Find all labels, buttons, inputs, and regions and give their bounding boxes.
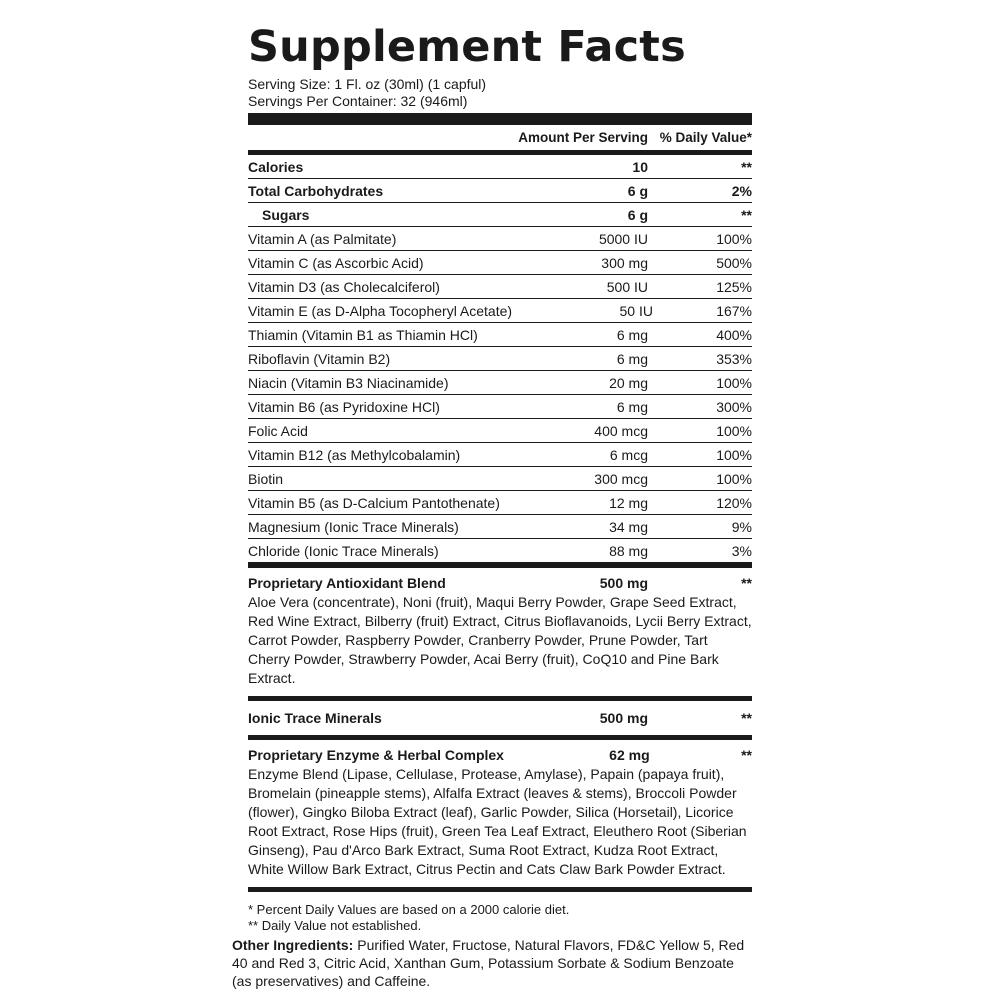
nutrient-dv: 400% bbox=[716, 326, 752, 343]
nutrient-amount: 6 g bbox=[627, 182, 648, 199]
nutrient-dv: 2% bbox=[731, 182, 752, 199]
nutrient-name: Folic Acid bbox=[248, 422, 308, 439]
nutrient-row bbox=[248, 443, 752, 467]
nutrient-amount: 10 bbox=[632, 158, 648, 175]
nutrient-amount: 300 mcg bbox=[594, 470, 648, 487]
nutrient-row bbox=[248, 395, 752, 419]
nutrient-amount: 5000 IU bbox=[598, 230, 648, 247]
other-ingredients-text: Purified Water, Fructose, Natural Flavors, FD&C Yellow 5, Red 40 and Red 3, Citric Acid, Xanthan Gum, Potassium Sorbate & Sodium Benzoate (as preservatives) and Caffeine. bbox=[232, 937, 745, 989]
nutrient-dv: 167% bbox=[716, 302, 752, 319]
nutrient-row bbox=[248, 491, 752, 515]
footnote-percent-dv: * Percent Daily Values are based on a 2000 calorie diet. bbox=[248, 902, 570, 917]
nutrient-amount: 6 mg bbox=[616, 326, 648, 343]
nutrient-amount: 6 g bbox=[627, 206, 648, 223]
nutrient-name: Riboflavin (Vitamin B2) bbox=[248, 350, 391, 367]
nutrient-amount: 50 IU bbox=[619, 302, 653, 319]
nutrient-name: Vitamin E (as D-Alpha Tocopheryl Acetate) bbox=[248, 302, 513, 319]
nutrient-row bbox=[248, 179, 752, 203]
ionic-trace-minerals bbox=[248, 701, 752, 735]
blend-ingredients: Aloe Vera (concentrate), Noni (fruit), Maqui Berry Powder, Grape Seed Extract, Red Wine Extract, Bilberry (fruit) Extract, Citrus Bioflavanoids, Lycii Berry Extract, Carrot Powder, Raspberry Powder, Cranberry Powder, Prune Powder, Tart Cherry Powder, Strawberry Powder, Acai Berry (fruit), CoQ10 and Pine Bark Extract. bbox=[248, 594, 752, 686]
nutrient-dv: 125% bbox=[716, 278, 752, 295]
nutrient-row bbox=[248, 539, 752, 563]
nutrient-name: Vitamin B5 (as D-Calcium Pantothenate) bbox=[248, 494, 500, 511]
ionic-dv: ** bbox=[741, 710, 752, 726]
footnotes bbox=[248, 892, 752, 934]
nutrient-name: Chloride (Ionic Trace Minerals) bbox=[248, 542, 439, 559]
nutrient-row bbox=[248, 227, 752, 251]
nutrient-dv: ** bbox=[741, 158, 752, 175]
complex-ingredients: Enzyme Blend (Lipase, Cellulase, Protease, Amylase), Papain (papaya fruit), Bromelain (pineapple stems), Alfalfa Extract (leaves & stems), Broccoli Powder (flower), Gingko Biloba Extract (leaf), Garlic Powder, Silica (Horsetail), Licorice Root Extract, Rose Hips (fruit), Green Tea Leaf Extract, Eleuthero Root (Siberian Ginseng), Pau d'Arco Bark Extract, Suma Root Extract, Kudza Root Extract, White Willow Bark Extract, Citrus Pectin and Cats Claw Bark Powder Extract. bbox=[248, 766, 747, 877]
nutrient-dv: 3% bbox=[731, 542, 752, 559]
blend-amount: 500 mg bbox=[599, 575, 648, 591]
nutrient-amount: 20 mg bbox=[609, 374, 648, 391]
nutrient-name: Thiamin (Vitamin B1 as Thiamin HCl) bbox=[248, 326, 478, 343]
nutrient-dv: 300% bbox=[716, 398, 752, 415]
nutrient-row bbox=[248, 419, 752, 443]
blend-name: Proprietary Antioxidant Blend bbox=[248, 575, 446, 591]
nutrient-name: Vitamin B12 (as Methylcobalamin) bbox=[248, 446, 461, 463]
nutrient-row bbox=[248, 203, 752, 227]
nutrient-name: Vitamin B6 (as Pyridoxine HCl) bbox=[248, 398, 440, 415]
panel-title: Supplement Facts bbox=[248, 22, 686, 72]
ionic-name: Ionic Trace Minerals bbox=[248, 710, 382, 726]
nutrient-dv: 500% bbox=[716, 254, 752, 271]
nutrient-amount: 400 mcg bbox=[594, 422, 648, 439]
antioxidant-blend bbox=[248, 568, 752, 696]
nutrient-dv: 100% bbox=[716, 446, 752, 463]
nutrient-dv: 353% bbox=[716, 350, 752, 367]
nutrient-name: Sugars bbox=[262, 206, 310, 223]
nutrient-row bbox=[248, 251, 752, 275]
nutrient-name: Total Carbohydrates bbox=[248, 182, 384, 199]
nutrient-name: Vitamin A (as Palmitate) bbox=[248, 230, 397, 247]
nutrient-amount: 6 mcg bbox=[609, 446, 648, 463]
ionic-amount: 500 mg bbox=[599, 710, 648, 726]
nutrient-amount: 88 mg bbox=[609, 542, 648, 559]
nutrient-dv: ** bbox=[741, 206, 752, 223]
blend-dv: ** bbox=[741, 575, 752, 591]
nutrient-amount: 12 mg bbox=[609, 494, 648, 511]
nutrient-row bbox=[248, 323, 752, 347]
nutrient-dv: 100% bbox=[716, 230, 752, 247]
nutrient-dv: 100% bbox=[716, 422, 752, 439]
footnote-dv-not-established: ** Daily Value not established. bbox=[248, 918, 422, 933]
complex-amount: 62 mg bbox=[609, 747, 650, 763]
nutrient-row bbox=[248, 515, 752, 539]
nutrient-name: Niacin (Vitamin B3 Niacinamide) bbox=[248, 374, 449, 391]
other-ingredients bbox=[232, 936, 752, 990]
nutrient-row bbox=[248, 299, 752, 323]
nutrient-table bbox=[248, 155, 752, 563]
nutrient-amount: 500 IU bbox=[606, 278, 648, 295]
nutrient-dv: 9% bbox=[731, 518, 752, 535]
complex-name: Proprietary Enzyme & Herbal Complex bbox=[248, 747, 504, 763]
dv-header: % Daily Value* bbox=[659, 130, 752, 145]
nutrient-row bbox=[248, 371, 752, 395]
complex-dv: ** bbox=[741, 747, 752, 763]
nutrient-dv: 100% bbox=[716, 470, 752, 487]
nutrient-name: Magnesium (Ionic Trace Minerals) bbox=[248, 518, 459, 535]
amount-header: Amount Per Serving bbox=[518, 130, 648, 145]
serving-size: Serving Size: 1 Fl. oz (30ml) (1 capful) bbox=[248, 76, 487, 92]
nutrient-row bbox=[248, 155, 752, 179]
nutrient-name: Vitamin C (as Ascorbic Acid) bbox=[248, 254, 424, 271]
nutrient-amount: 300 mg bbox=[601, 254, 648, 271]
nutrient-dv: 100% bbox=[716, 374, 752, 391]
thick-divider bbox=[248, 113, 752, 125]
nutrient-amount: 6 mg bbox=[616, 350, 648, 367]
nutrient-amount: 6 mg bbox=[616, 398, 648, 415]
nutrient-row bbox=[248, 467, 752, 491]
nutrient-row bbox=[248, 275, 752, 299]
nutrient-name: Vitamin D3 (as Cholecalciferol) bbox=[248, 278, 440, 295]
nutrient-name: Calories bbox=[248, 158, 304, 175]
nutrient-row bbox=[248, 347, 752, 371]
servings-per-container: Servings Per Container: 32 (946ml) bbox=[248, 93, 468, 109]
nutrient-name: Biotin bbox=[248, 470, 284, 487]
nutrient-dv: 120% bbox=[716, 494, 752, 511]
supplement-facts-panel bbox=[248, 18, 752, 934]
column-header bbox=[248, 125, 752, 150]
nutrient-amount: 34 mg bbox=[609, 518, 648, 535]
other-ingredients-label: Other Ingredients: bbox=[232, 937, 354, 953]
enzyme-herbal-complex bbox=[248, 740, 752, 887]
